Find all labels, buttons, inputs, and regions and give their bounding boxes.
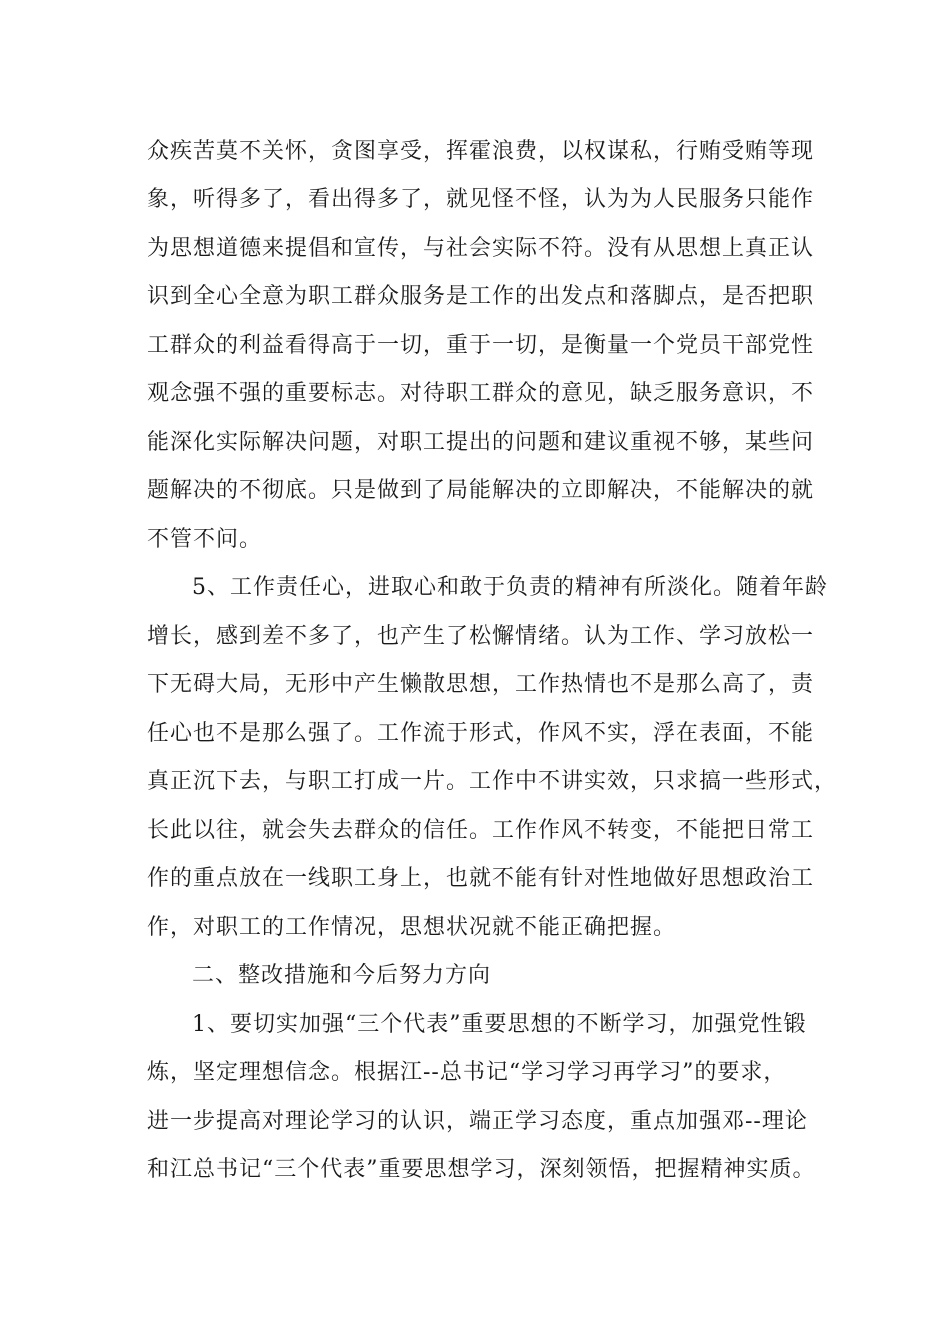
text-line: 工群众的利益看得高于一切，重于一切，是衡量一个党员干部党性 <box>147 333 815 358</box>
paragraph-start-line: 1、要切实加强“三个代表”重要思想的不断学习，加强党性锻 <box>192 1012 807 1037</box>
text-line: 和江总书记“三个代表”重要思想学习，深刻领悟，把握精神实质。 <box>147 1157 816 1182</box>
text-line: 进一步提高对理论学习的认识，端正学习态度，重点加强邓--理论 <box>147 1109 808 1134</box>
text-line: 炼，坚定理想信念。根据江--总书记“学习学习再学习”的要求， <box>147 1060 787 1085</box>
text-line: 任心也不是那么强了。工作流于形式，作风不实，浮在表面，不能 <box>147 721 815 746</box>
text-line: 为思想道德来提倡和宣传，与社会实际不符。没有从思想上真正认 <box>147 236 815 261</box>
section-heading: 二、整改措施和今后努力方向 <box>192 963 492 988</box>
text-line: 能深化实际解决问题，对职工提出的问题和建议重视不够，某些问 <box>147 430 815 455</box>
text-line: 象，听得多了，看出得多了，就见怪不怪，认为为人民服务只能作 <box>147 187 815 212</box>
text-line: 作，对职工的工作情况，思想状况就不能正确把握。 <box>147 915 677 940</box>
text-line: 作的重点放在一线职工身上，也就不能有针对性地做好思想政治工 <box>147 866 815 891</box>
text-line: 观念强不强的重要标志。对待职工群众的意见，缺乏服务意识，不 <box>147 381 815 406</box>
text-line: 增长，感到差不多了，也产生了松懈情绪。认为工作、学习放松一 <box>147 624 815 649</box>
text-line: 众疾苦莫不关怀，贪图享受，挥霍浪费，以权谋私，行贿受贿等现 <box>147 139 815 164</box>
text-line: 题解决的不彻底。只是做到了局能解决的立即解决，不能解决的就 <box>147 478 815 503</box>
text-line: 下无碍大局，无形中产生懒散思想，工作热情也不是那么高了，责 <box>147 672 815 697</box>
text-line: 长此以往，就会失去群众的信任。工作作风不转变，不能把日常工 <box>147 818 815 843</box>
text-line: 真正沉下去，与职工打成一片。工作中不讲实效，只求搞一些形式， <box>147 769 838 794</box>
text-line: 识到全心全意为职工群众服务是工作的出发点和落脚点，是否把职 <box>147 284 815 309</box>
text-line: 不管不问。 <box>147 527 263 552</box>
paragraph-start-line: 5、工作责任心，进取心和敢于负责的精神有所淡化。随着年龄 <box>192 575 828 600</box>
